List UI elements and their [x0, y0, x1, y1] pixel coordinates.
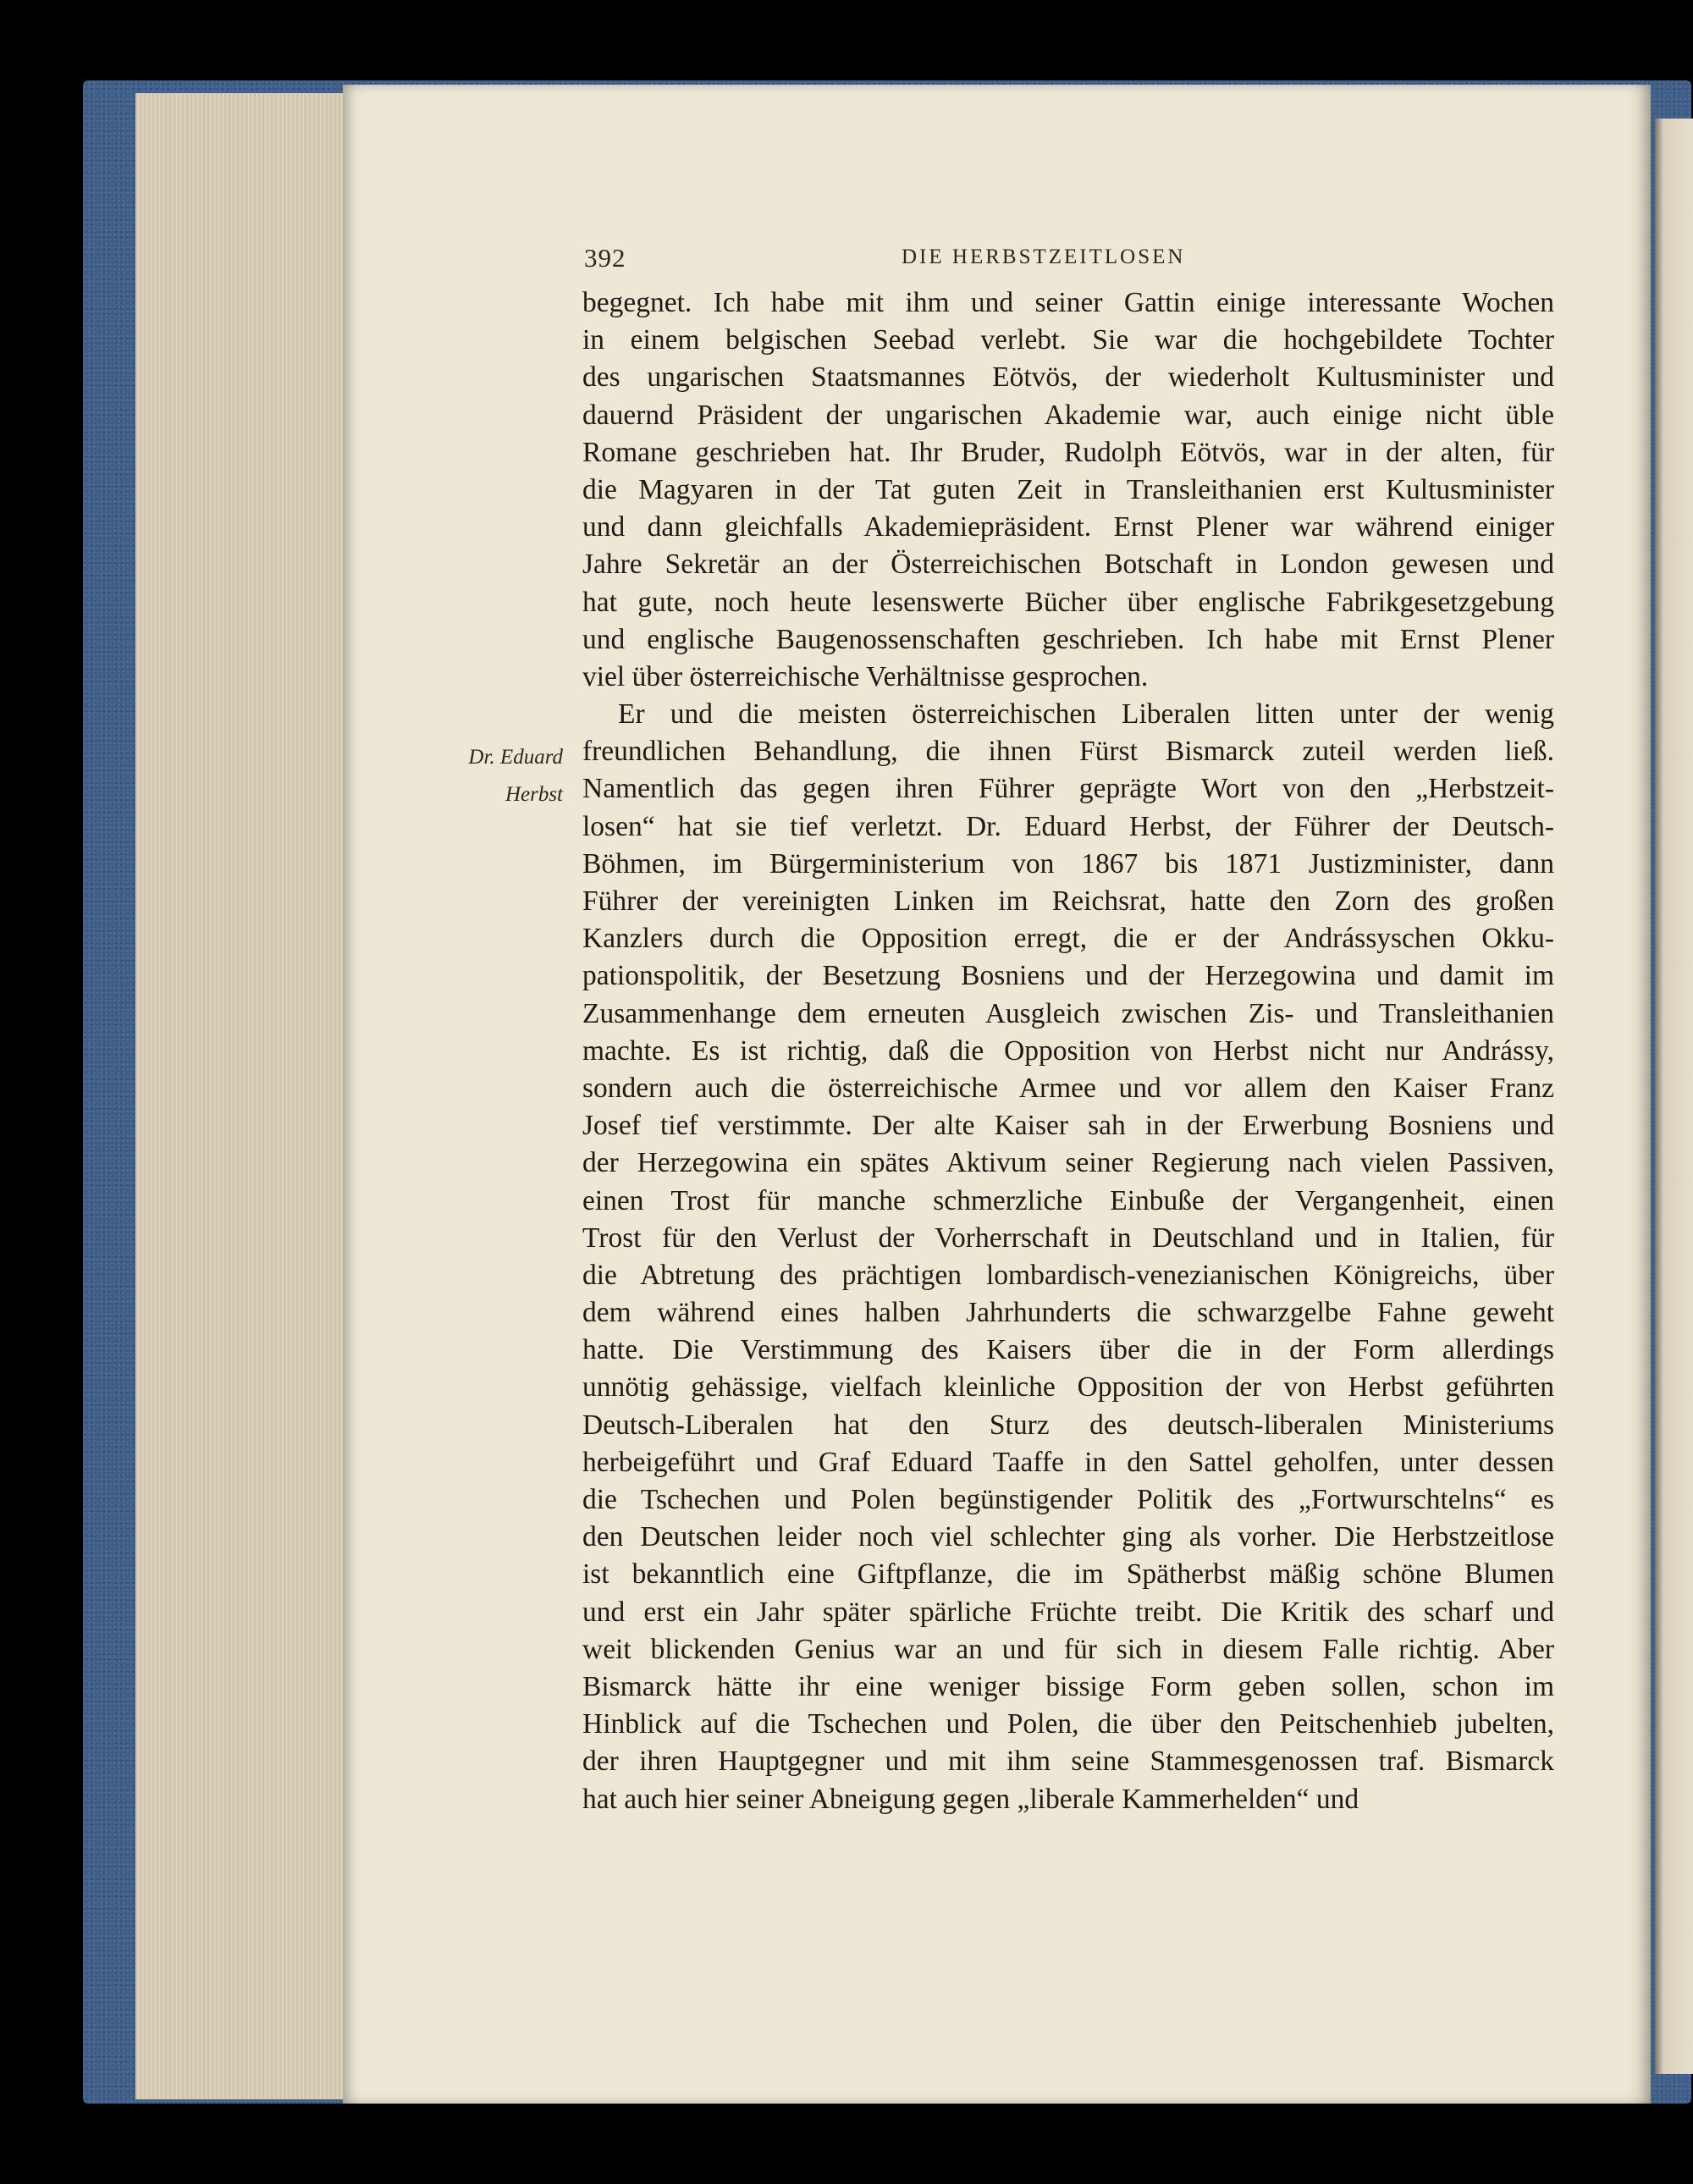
text-line: dauernd Präsident der ungarischen Akademie war, auch einige nicht üble [582, 399, 1554, 431]
text-line: den Deutschen leider noch viel schlechter ging als vorher. Die Herbstzeitlose [582, 1521, 1554, 1553]
text-line: die Tschechen und Polen begünstigender Politik des „Fortwurschtelns“ es [582, 1484, 1554, 1515]
page-number: 392 [584, 243, 626, 273]
text-line: ist bekanntlich eine Giftpflanze, die im Spätherbst mäßig schöne Blumen [582, 1558, 1554, 1591]
margin-note-line: Herbst [505, 783, 563, 807]
text-line: Zusammenhange dem erneuten Ausgleich zwischen Zis- und Transleithanien [582, 997, 1554, 1029]
text-line: Hinblick auf die Tschechen und Polen, die über den Peitschenhieb jubelten, [582, 1708, 1554, 1740]
text-line: einen Trost für manche schmerzliche Einbuße der Vergangenheit, einen [582, 1184, 1554, 1216]
margin-note [398, 739, 563, 813]
text-line: in einem belgischen Seebad verlebt. Sie war die hochgebildete Tochter [582, 324, 1554, 356]
text-line: Kanzlers durch die Opposition erregt, die er der Andrássyschen Okku- [582, 923, 1554, 955]
text-line: viel über österreichische Verhältnisse gesprochen. [582, 660, 1149, 692]
text-line: der Herzegowina ein spätes Aktivum seiner Regierung nach vielen Passiven, [582, 1147, 1554, 1179]
text-line: dem während eines halben Jahrhunderts die schwarzgelbe Fahne geweht [582, 1297, 1554, 1329]
text-line: weit blickenden Genius war an und für sich in diesem Falle richtig. Aber [582, 1633, 1554, 1665]
text-line: und englische Baugenossenschaften geschrieben. Ich habe mit Ernst Plener [582, 623, 1554, 655]
text-line: die Abtretung des prächtigen lombardisch-venezianischen Königreichs, über [582, 1259, 1554, 1291]
text-line: pationspolitik, der Besetzung Bosniens und der Herzegowina und damit im [582, 960, 1554, 992]
text-line: herbeigeführt und Graf Eduard Taaffe in den Sattel geholfen, unter dessen [582, 1446, 1554, 1478]
text-line: hatte. Die Verstimmung des Kaisers über die in der Form allerdings [582, 1334, 1554, 1366]
text-line: sondern auch die österreichische Armee und vor allem den Kaiser Franz [582, 1072, 1554, 1104]
text-line: Er und die meisten österreichischen Liberalen litten unter der wenig [618, 698, 1554, 731]
text-line: Romane geschrieben hat. Ihr Bruder, Rudolph Eötvös, war in der alten, für [582, 436, 1554, 468]
text-line: begegnet. Ich habe mit ihm und seiner Gattin einige interessante Wochen [582, 287, 1554, 318]
text-line: Deutsch-Liberalen hat den Sturz des deutsch-liberalen Ministeriums [582, 1409, 1554, 1441]
text-line: losen“ hat sie tief verletzt. Dr. Eduard Herbst, der Führer der Deutsch- [582, 810, 1554, 842]
page-block-edges [135, 93, 345, 2099]
text-line: Böhmen, im Bürgerministerium von 1867 bis 1871 Justizminister, dann [582, 847, 1554, 880]
text-line: freundlichen Behandlung, die ihnen Fürst Bismarck zuteil werden ließ. [582, 736, 1554, 768]
text-line: Bismarck hätte ihr eine weniger bissige Form geben sollen, schon im [582, 1670, 1554, 1702]
body-text [582, 284, 1554, 1818]
text-line: des ungarischen Staatsmannes Eötvös, der wiederholt Kultusminister und [582, 361, 1554, 394]
text-line: hat auch hier seiner Abneigung gegen „liberale Kammerhelden“ und [582, 1783, 1359, 1815]
text-line: hat gute, noch heute lesenswerte Bücher über englische Fabrikgesetzgebung [582, 586, 1554, 618]
text-line: der ihren Hauptgegner und mit ihm seine Stammesgenossen traf. Bismarck [582, 1746, 1554, 1778]
text-line: Führer der vereinigten Linken im Reichsrat, hatte den Zorn des großen [582, 885, 1554, 917]
text-line: machte. Es ist richtig, daß die Opposition von Herbst nicht nur Andrássy, [582, 1034, 1554, 1067]
text-line: und erst ein Jahr später spärliche Früchte treibt. Die Kritik des scharf und [582, 1596, 1554, 1628]
running-head [584, 243, 1558, 277]
margin-note-line: Dr. Eduard [468, 746, 563, 769]
text-line: Trost für den Verlust der Vorherrschaft in Deutschland und in Italien, für [582, 1222, 1554, 1254]
text-line: und dann gleichfalls Akademiepräsident. Ernst Plener war während einiger [582, 511, 1554, 543]
facing-page-edge [1655, 119, 1693, 2074]
text-line: Jahre Sekretär an der Österreichischen Botschaft in London gewesen und [582, 549, 1554, 581]
running-title: DIE HERBSTZEITLOSEN [902, 245, 1186, 268]
text-line: Namentlich das gegen ihren Führer geprägte Wort von den „Herbstzeit- [582, 773, 1554, 805]
text-line: Josef tief verstimmte. Der alte Kaiser sah in der Erwerbung Bosniens und [582, 1110, 1554, 1142]
text-line: unnötig gehässige, vielfach kleinliche Opposition der von Herbst geführten [582, 1371, 1554, 1404]
text-line: die Magyaren in der Tat guten Zeit in Transleithanien erst Kultusminister [582, 473, 1554, 505]
